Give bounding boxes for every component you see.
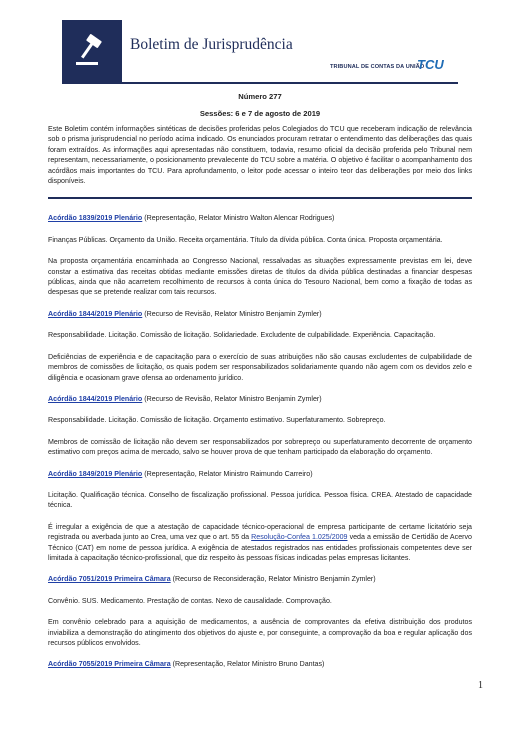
bulletin-title: Boletim de Jurisprudência — [130, 36, 293, 53]
entry-summary: Membros de comissão de licitação não devem ser responsabilizados por sobrepreço ou superfaturamento decorrente de orçamento estimativo com preços acima de mercado, salvo se houver prova de que tenham participado da elaboração do orçamento. — [48, 437, 472, 457]
header-divider — [62, 82, 458, 84]
acordao-link[interactable]: Acórdão 7051/2019 Primeira Câmara — [48, 575, 171, 584]
entry-subjects: Convênio. SUS. Medicamento. Prestação de contas. Nexo de causalidade. Comprovação. — [48, 596, 332, 605]
resolution-link[interactable]: Resolução-Confea 1.025/2009 — [251, 533, 348, 542]
entry-subjects: Responsabilidade. Licitação. Comissão de licitação. Orçamento estimativo. Superfaturamento. Sobrepreço. — [48, 416, 386, 425]
entry-summary: Em convênio celebrado para a aquisição de medicamentos, a ausência de comprovantes da efetiva distribuição dos produtos inviabiliza a demonstração do atingimento dos objetivos do ajuste e, por conseguinte, a comprovação da boa e regular aplicação dos recursos públicos envolvidos. — [48, 618, 472, 647]
acordao-link[interactable]: Acórdão 1849/2019 Plenário — [48, 469, 143, 478]
intro-paragraph: Este Boletim contém informações sintéticas de decisões proferidas pelos Colegiados do TCU que receberam indicação de relevância sob o prisma jurisprudencial no período acima indicado. Os enunciados procuram retratar o entendimento das deliberações das quais foram extraídos. As informações aqui apresentadas não constituem, todavia, resumo oficial da decisão proferida pelo Tribunal nem representam, necessariamente, o posicionamento prevalecente do TCU sobre a matéria. O objetivo é facilitar o acompanhamento dos acórdãos mais importantes do TCU. Para aprofundamento, o leitor pode acessar o inteiro teor das deliberações por meio dos links disponíveis. — [48, 125, 472, 186]
page-number: 1 — [478, 680, 483, 691]
entry-heading — [48, 309, 472, 319]
gavel-logo — [62, 20, 122, 82]
summary-text: veda a emissão de Certidão de Acervo Técnico (CAT) em nome de pessoa jurídica. A exigência de atestados registrados nas entidades profissionais competentes deve ser limitada à capacitação técnico-profissional, que diz respeito às pessoas físicas indicadas pelas empresas licitantes. — [48, 533, 472, 562]
bulletin-content — [48, 124, 472, 681]
intro-divider — [48, 197, 472, 199]
issue-number: Número 277 — [238, 92, 282, 101]
entry-heading — [48, 659, 472, 669]
page-header — [62, 20, 458, 82]
tcu-logo: TCU — [417, 57, 444, 72]
acordao-link[interactable]: Acórdão 1844/2019 Plenário — [48, 394, 143, 403]
entry-subjects: Licitação. Qualificação técnica. Conselho de fiscalização profissional. Pessoa jurídica. Pessoa física. CREA. Atestado de capacidade técnica. — [48, 490, 472, 510]
acordao-link[interactable]: Acórdão 7055/2019 Primeira Câmara — [48, 660, 171, 669]
issue-sessions: Sessões: 6 e 7 de agosto de 2019 — [199, 109, 321, 118]
entry-heading — [48, 469, 472, 479]
entry-detail: (Representação, Relator Ministro Bruno Dantas) — [170, 660, 325, 669]
entry-summary — [48, 522, 472, 564]
summary-text: É irregular a exigência de que a atestação de capacidade técnico-operacional de empresa participante de certame licitatório seja registrada ou averbada junto ao Crea, uma vez que o art. 55 da — [48, 522, 472, 542]
entry-subjects: Responsabilidade. Licitação. Comissão de licitação. Solidariedade. Excludente de culpabilidade. Experiência. Capacitação. — [48, 331, 436, 340]
entry-summary: Na proposta orçamentária encaminhada ao Congresso Nacional, ressalvadas as situações expressamente previstas em lei, deve constar a estimativa das receitas obtidas mediante emissões diretas de títulos da dívida pública destinadas a financiar despesas públicas, ainda que não acarretem recolhimento de recursos à conta única do Tesouro Nacional, bem como a fixação de todas as despesas que se pretende realizar com tais recursos. — [48, 257, 472, 297]
acordao-link[interactable]: Acórdão 1844/2019 Plenário — [48, 309, 143, 318]
entry-detail: (Representação, Relator Ministro Raimundo Carreiro) — [142, 469, 313, 478]
entry-summary: Deficiências de experiência e de capacitação para o exercício de suas atribuições não são causas excludentes de culpabilidade de membros de comissões de licitação, os quais podem ser responsabilizados solidariamente quando não agem com os devidos zelo e diligência e ocasionam grave ofensa ao ordenamento jurídico. — [48, 352, 472, 382]
entry-heading — [48, 213, 472, 223]
institution-name: TRIBUNAL DE CONTAS DA UNIÃO — [330, 64, 425, 70]
entry-heading — [48, 394, 472, 404]
acordao-link[interactable]: Acórdão 1839/2019 Plenário — [48, 214, 143, 223]
entry-detail: (Recurso de Revisão, Relator Ministro Benjamin Zymler) — [142, 309, 322, 318]
entry-detail: (Representação, Relator Ministro Walton Alencar Rodrigues) — [142, 214, 335, 223]
entry-subjects: Finanças Públicas. Orçamento da União. Receita orçamentária. Título da dívida pública. Conta única. Proposta orçamentária. — [48, 235, 443, 244]
entry-detail: (Recurso de Reconsideração, Relator Ministro Benjamin Zymler) — [170, 575, 376, 584]
gavel-icon — [72, 31, 112, 71]
entry-heading — [48, 574, 472, 584]
entry-detail: (Recurso de Revisão, Relator Ministro Benjamin Zymler) — [142, 394, 322, 403]
